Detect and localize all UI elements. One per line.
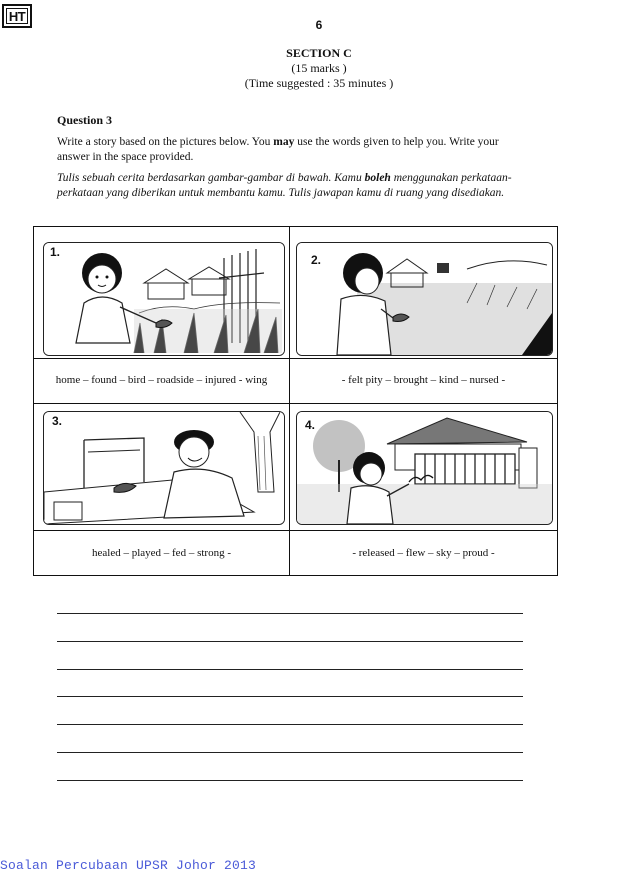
footer-watermark: Soalan Percubaan UPSR Johor 2013 xyxy=(0,858,257,873)
answer-line[interactable] xyxy=(57,696,523,697)
question-title: Question 3 xyxy=(57,113,113,127)
grid-divider xyxy=(34,530,557,531)
word-hints-4: - released – flew – sky – proud - xyxy=(352,547,495,559)
instruction-ms-part: Tulis sebuah cerita berdasarkan gambar-gambar di bawah. Kamu xyxy=(57,172,365,184)
instruction-ms-part: menggunakan perkataan- perkataan yang diberikan untuk membantu kamu. Tulis jawapan kamu di ruang yang disediakan. xyxy=(57,172,512,199)
picture-panel-4 xyxy=(296,411,553,525)
section-header xyxy=(0,46,638,91)
girl-brings-bird-home-illustration xyxy=(297,243,552,355)
answer-line[interactable] xyxy=(57,724,523,725)
girl-releases-bird-illustration xyxy=(297,412,552,524)
instruction-en-part: use the words given to help you. Write your answer in the space provided. xyxy=(57,136,499,163)
panel-number: 2. xyxy=(311,253,322,267)
picture-panel-1 xyxy=(43,242,285,356)
instructions-english xyxy=(57,135,527,164)
grid-divider xyxy=(34,403,557,404)
picture-panel-2 xyxy=(296,242,553,356)
answer-line[interactable] xyxy=(57,613,523,614)
instruction-ms-bold: boleh xyxy=(364,172,391,184)
word-hints-3: healed – played – fed – strong - xyxy=(92,547,231,559)
panel-number: 1. xyxy=(50,245,61,259)
answer-line[interactable] xyxy=(57,669,523,670)
grid-divider xyxy=(34,358,557,359)
panel-number: 4. xyxy=(305,418,316,432)
logo-text: HT xyxy=(8,8,26,24)
picture-grid xyxy=(33,226,558,576)
answer-line[interactable] xyxy=(57,752,523,753)
instruction-en-part: Write a story based on the pictures below. You xyxy=(57,136,274,148)
page-number: 6 xyxy=(315,18,323,32)
panel-number: 3. xyxy=(52,414,63,428)
grid-divider xyxy=(289,227,290,575)
girl-finds-bird-illustration xyxy=(44,243,284,355)
instructions-malay xyxy=(57,171,527,200)
word-hints-2: - felt pity – brought – kind – nursed - xyxy=(341,374,506,386)
instruction-en-bold: may xyxy=(273,136,295,148)
section-marks: (15 marks ) xyxy=(291,61,347,75)
answer-line[interactable] xyxy=(57,641,523,642)
picture-panel-3 xyxy=(43,411,285,525)
word-hints-1: home – found – bird – roadside – injured - wing xyxy=(55,374,268,386)
time-suggested: (Time suggested : 35 minutes ) xyxy=(244,76,394,90)
girl-plays-with-bird-illustration xyxy=(44,412,284,524)
answer-line[interactable] xyxy=(57,780,523,781)
section-title: SECTION C xyxy=(286,46,352,60)
